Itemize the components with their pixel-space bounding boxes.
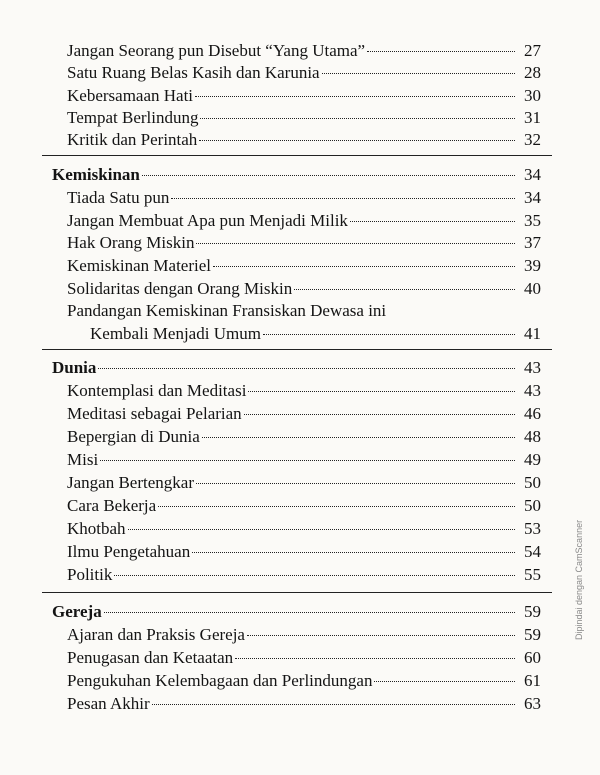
toc-entry	[67, 62, 541, 84]
toc-entry-title-line1: Pandangan Kemiskinan Fransiskan Dewasa ini	[67, 301, 387, 320]
toc-entry-page: 48	[524, 427, 541, 446]
toc-section-title: Kemiskinan	[52, 165, 140, 184]
toc-entry-page: 60	[524, 648, 541, 667]
dot-leader	[142, 175, 515, 176]
dot-leader	[235, 658, 515, 659]
toc-entry-title: Pengukuhan Kelembagaan dan Perlindungan	[67, 671, 373, 690]
toc-entry	[67, 40, 541, 62]
toc-entry-title: Ilmu Pengetahuan	[67, 542, 191, 561]
dot-leader	[196, 243, 515, 244]
toc-entry	[67, 278, 541, 300]
toc-section-page: 59	[524, 602, 541, 621]
dot-leader	[374, 681, 515, 682]
toc-entry	[67, 210, 541, 232]
dot-leader	[171, 198, 515, 199]
dot-leader	[196, 483, 515, 484]
toc-entry	[67, 85, 541, 107]
toc-entry	[67, 107, 541, 129]
toc-entry	[67, 380, 541, 402]
dot-leader	[158, 506, 515, 507]
toc-entry-page: 50	[524, 473, 541, 492]
toc-entry-page: 41	[524, 324, 541, 343]
toc-entry	[67, 129, 541, 151]
toc-entry-title: Solidaritas dengan Orang Miskin	[67, 279, 293, 298]
toc-entry-page: 43	[524, 381, 541, 400]
dot-leader	[192, 552, 515, 553]
toc-entry	[67, 449, 541, 471]
dot-leader	[200, 118, 515, 119]
toc-entry-page: 30	[524, 86, 541, 105]
toc-entry	[67, 403, 541, 425]
toc-section-page: 43	[524, 358, 541, 377]
dot-leader	[247, 635, 515, 636]
dot-leader	[322, 73, 515, 74]
scanner-watermark: Dipindai dengan CamScanner	[574, 519, 584, 640]
toc-entry-title: Kebersamaan Hati	[67, 86, 194, 105]
toc-entry-title: Bepergian di Dunia	[67, 427, 200, 446]
dot-leader	[244, 414, 515, 415]
toc-entry	[67, 426, 541, 448]
toc-entry-page: 54	[524, 542, 541, 561]
toc-entry-page: 31	[524, 108, 541, 127]
toc-entry-title: Kontemplasi dan Meditasi	[67, 381, 247, 400]
toc-entry	[67, 624, 541, 646]
toc-section-page: 34	[524, 165, 541, 184]
section-divider	[42, 349, 552, 350]
dot-leader	[199, 140, 515, 141]
toc-entry	[67, 495, 541, 517]
toc-entry-title: Jangan Bertengkar	[67, 473, 194, 492]
section-divider	[42, 155, 552, 156]
toc-entry-title: Politik	[67, 565, 113, 584]
toc-entry-title: Misi	[67, 450, 99, 469]
toc-entry-page: 49	[524, 450, 541, 469]
dot-leader	[202, 437, 515, 438]
toc-entry	[67, 564, 541, 586]
toc-entry-page: 32	[524, 130, 541, 149]
toc-entry-title: Jangan Seorang pun Disebut “Yang Utama”	[67, 41, 366, 60]
toc-entry-title: Penugasan dan Ketaatan	[67, 648, 234, 667]
dot-leader	[195, 96, 515, 97]
toc-section-kemiskinan	[52, 164, 541, 186]
toc-section-title: Dunia	[52, 358, 97, 377]
toc-entry-page: 59	[524, 625, 541, 644]
toc-entry-title: Kritik dan Perintah	[67, 130, 198, 149]
toc-entry	[67, 472, 541, 494]
toc-entry	[67, 541, 541, 563]
dot-leader	[114, 575, 515, 576]
dot-leader	[294, 289, 515, 290]
toc-section-gereja	[52, 601, 541, 623]
toc-entry-title: Tempat Berlindung	[67, 108, 199, 127]
toc-entry-page: 46	[524, 404, 541, 423]
toc-entry	[67, 255, 541, 277]
toc-entry-page: 35	[524, 211, 541, 230]
toc-entry	[67, 232, 541, 254]
toc-entry-page: 27	[524, 41, 541, 60]
toc-entry	[90, 323, 541, 345]
dot-leader	[213, 266, 515, 267]
toc-entry-page: 40	[524, 279, 541, 298]
toc-entry-page: 50	[524, 496, 541, 515]
dot-leader	[104, 612, 515, 613]
dot-leader	[128, 529, 515, 530]
dot-leader	[98, 368, 515, 369]
toc-entry-page: 53	[524, 519, 541, 538]
toc-section-dunia	[52, 357, 541, 379]
dot-leader	[152, 704, 515, 705]
toc-entry-page: 63	[524, 694, 541, 713]
toc-entry-page: 39	[524, 256, 541, 275]
toc-entry-title: Jangan Membuat Apa pun Menjadi Milik	[67, 211, 348, 230]
section-divider	[42, 592, 552, 593]
toc-entry-page: 37	[524, 233, 541, 252]
toc-entry	[67, 693, 541, 715]
toc-entry-title: Ajaran dan Praksis Gereja	[67, 625, 245, 644]
toc-entry-page: 34	[524, 188, 541, 207]
toc-section-title: Gereja	[52, 602, 102, 621]
toc-entry-page: 55	[524, 565, 541, 584]
toc-entry	[67, 647, 541, 669]
dot-leader	[263, 334, 515, 335]
dot-leader	[100, 460, 515, 461]
toc-entry	[67, 187, 541, 209]
toc-entry	[67, 670, 541, 692]
toc-entry-title: Satu Ruang Belas Kasih dan Karunia	[67, 63, 320, 82]
toc-entry-title: Tiada Satu pun	[67, 188, 170, 207]
toc-entry-page: 28	[524, 63, 541, 82]
toc-entry-title-line2: Kembali Menjadi Umum	[90, 324, 261, 343]
toc-entry-title: Kemiskinan Materiel	[67, 256, 211, 275]
dot-leader	[367, 51, 515, 52]
toc-entry-page: 61	[524, 671, 541, 690]
toc-entry-title: Khotbah	[67, 519, 126, 538]
toc-entry	[67, 518, 541, 540]
toc-entry-title: Hak Orang Miskin	[67, 233, 195, 252]
toc-entry-title: Pesan Akhir	[67, 694, 150, 713]
dot-leader	[248, 391, 515, 392]
toc-entry-title: Cara Bekerja	[67, 496, 157, 515]
dot-leader	[350, 221, 515, 222]
toc-entry-title: Meditasi sebagai Pelarian	[67, 404, 242, 423]
